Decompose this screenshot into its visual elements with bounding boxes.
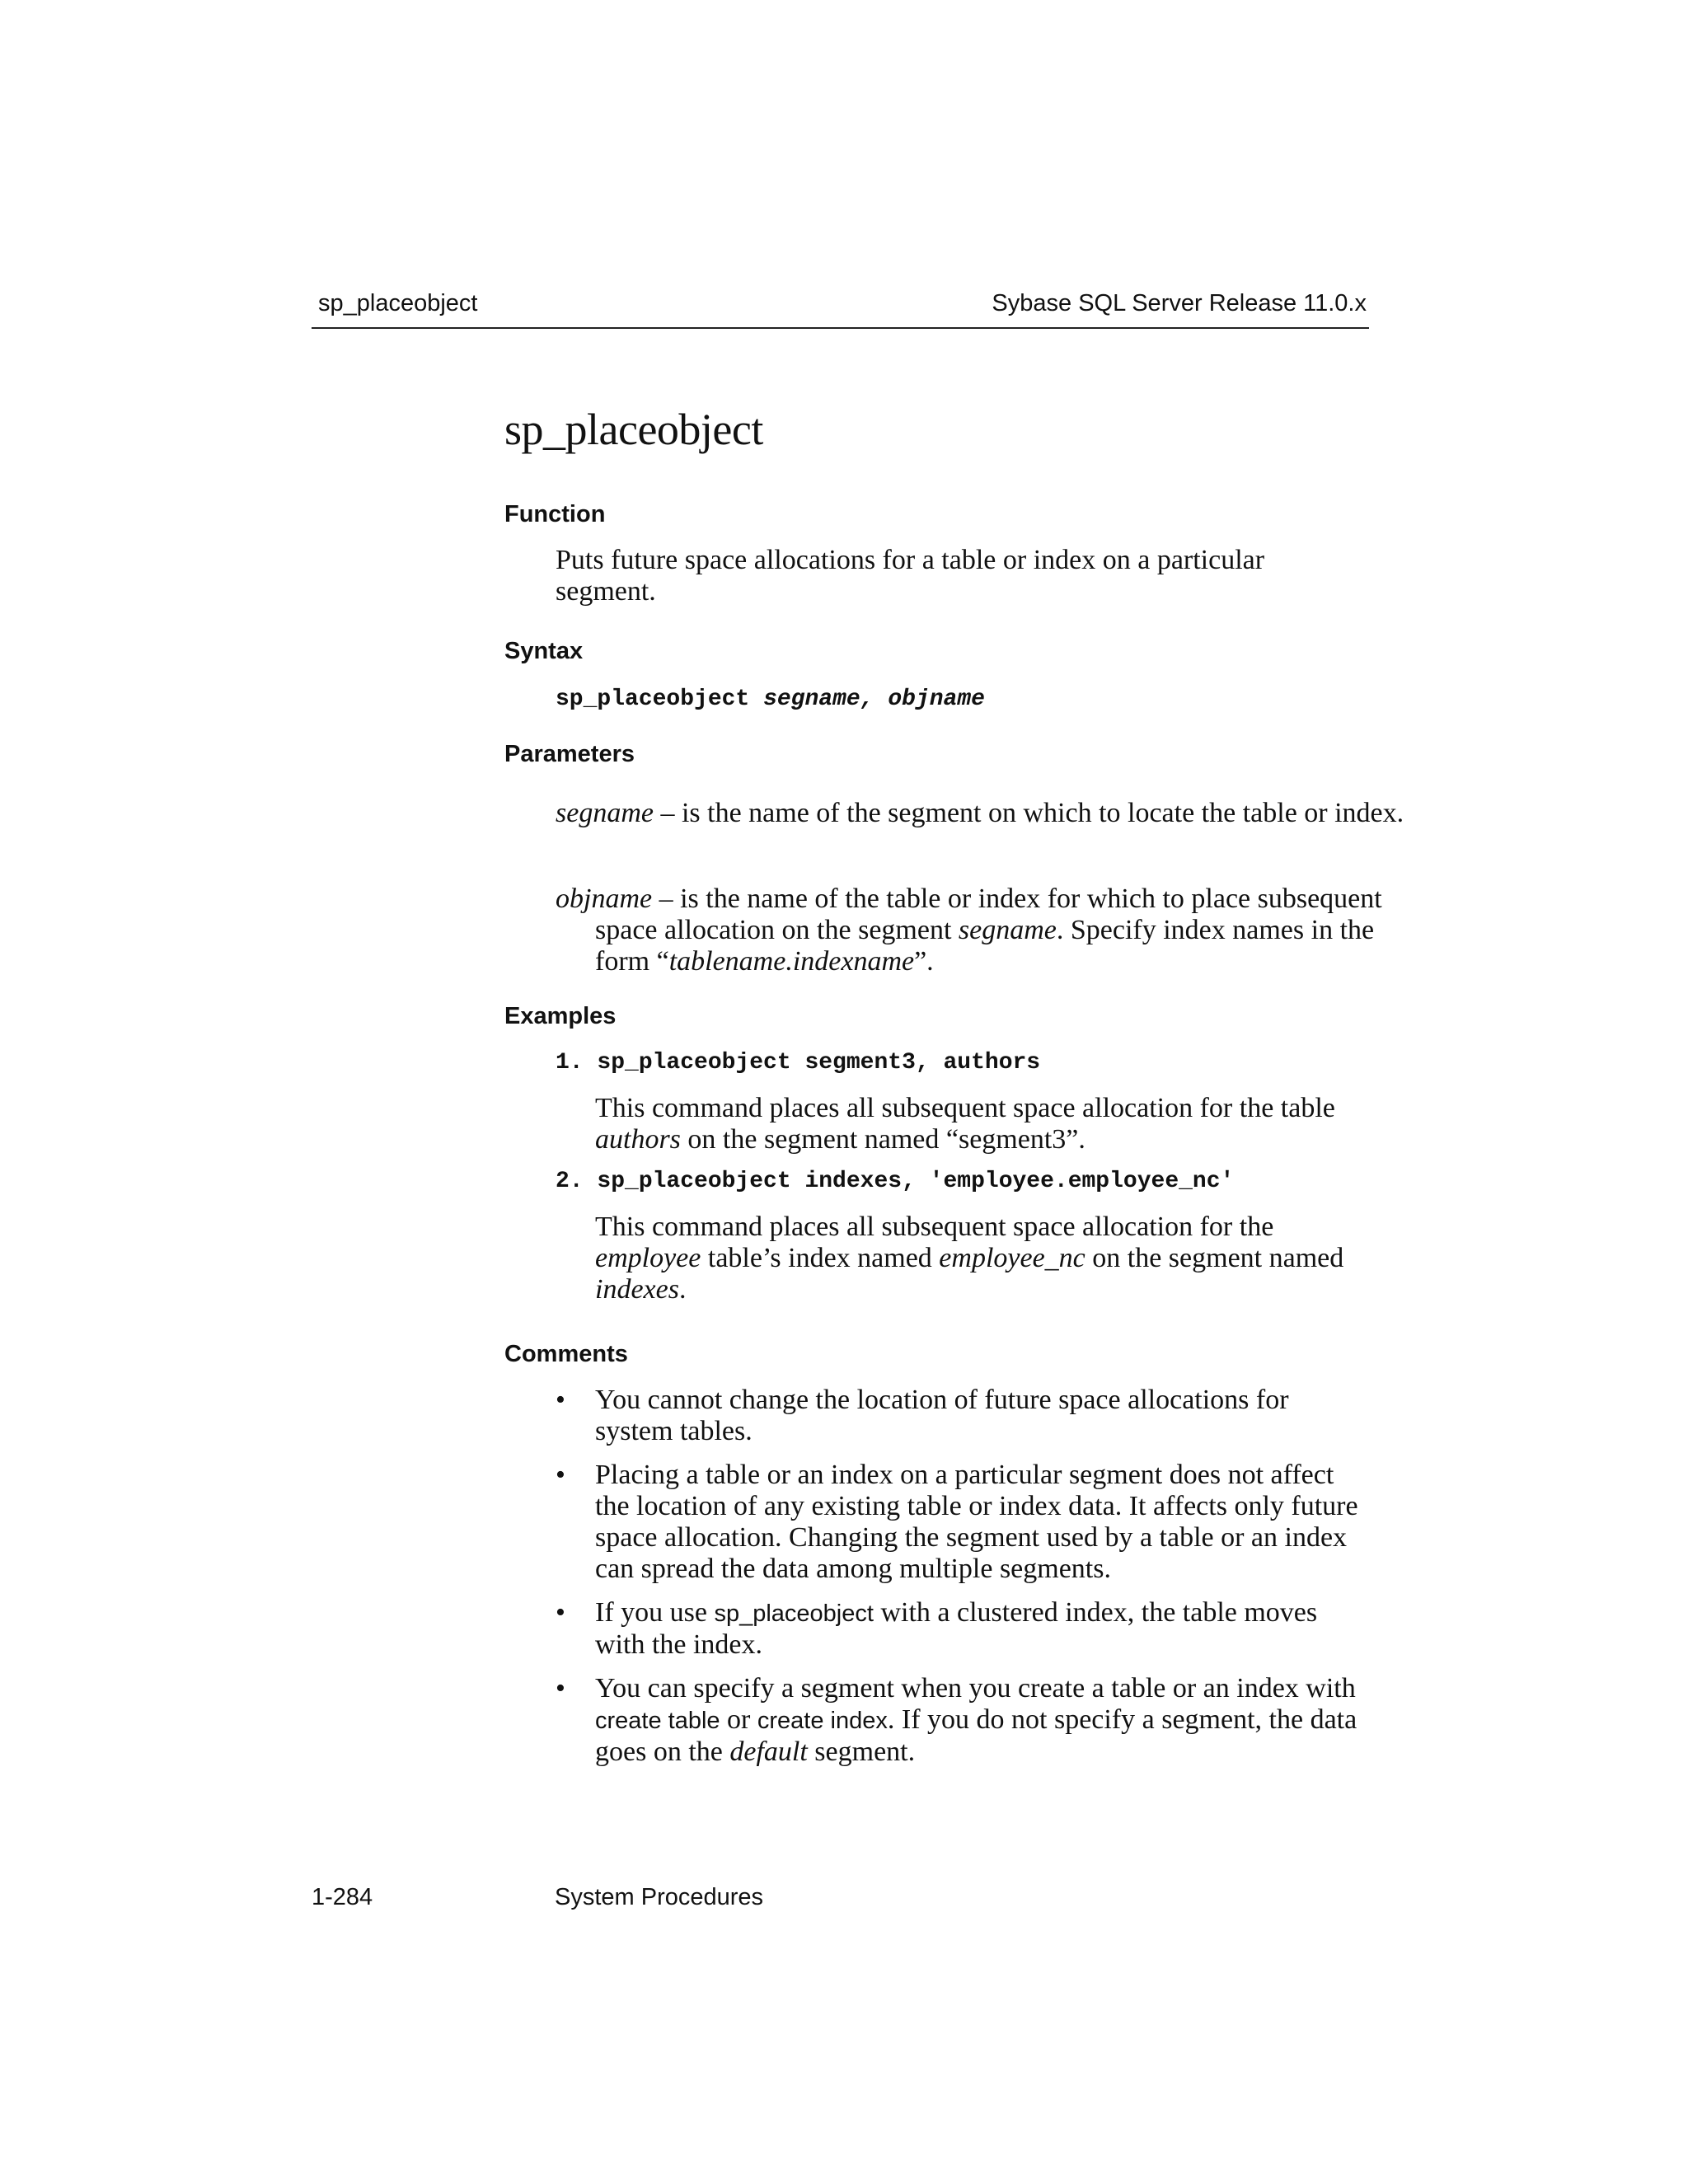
header-rule — [312, 327, 1369, 329]
param-name: objname — [556, 883, 653, 914]
example-desc-italic: employee_nc — [939, 1243, 1085, 1273]
page-title: sp_placeobject — [504, 405, 763, 454]
example-2-code: 2. sp_placeobject indexes, 'employee.employee_nc' — [556, 1169, 1235, 1194]
example-2-desc — [595, 1212, 1370, 1305]
param-ref: segname — [958, 915, 1057, 945]
bullet-marker: • — [556, 1673, 565, 1704]
bullet-marker: • — [556, 1597, 565, 1628]
syntax-command: sp_placeobject — [556, 687, 750, 712]
comment-text: . If you do not specify a segment, the data goes on the — [595, 1704, 1357, 1767]
bullet-marker: • — [556, 1385, 565, 1415]
comment-text: You can specify a segment when you create a table or an index with — [595, 1673, 1356, 1704]
example-desc-text: This command places all subsequent space allocation for the table — [595, 1093, 1335, 1123]
param-form: tablename.indexname — [668, 946, 915, 977]
footer-section: System Procedures — [555, 1884, 764, 1910]
example-desc-text: table’s index named — [707, 1243, 932, 1273]
example-1-code: 1. sp_placeobject segment3, authors — [556, 1050, 1041, 1076]
comment-2: Placing a table or an index on a particular segment does not affect the location of any existing table or index data. It affects only future space allocation. Changing the segment used by a table or an index can spread the data among multiple segments. — [595, 1460, 1358, 1584]
comment-3 — [595, 1597, 1370, 1661]
comment-text: with a clustered index, the table moves with the index. — [595, 1597, 1318, 1660]
page-number: 1-284 — [312, 1884, 373, 1910]
param-objname — [556, 883, 1411, 977]
comment-1: You cannot change the location of future space allocations for system tables. — [595, 1385, 1289, 1446]
comment-command: sp_placeobject — [714, 1601, 874, 1627]
example-desc-text: . — [678, 1274, 687, 1305]
function-heading: Function — [504, 501, 606, 527]
example-1-desc — [595, 1093, 1370, 1155]
param-desc-2: . Specify index names in the form “ — [595, 915, 1375, 977]
comment-text: or — [727, 1704, 751, 1735]
comment-text: If you use — [595, 1597, 707, 1628]
syntax-separator: , — [860, 687, 874, 712]
param-desc: is the name of the table or index for which to place subsequent space allocation on the segment — [595, 883, 1382, 945]
example-desc-italic: authors — [595, 1124, 681, 1155]
function-text: Puts future space allocations for a table or index on a particular segment. — [556, 545, 1265, 607]
example-desc-text: on the segment named — [1092, 1243, 1344, 1273]
param-desc-3: ”. — [914, 946, 934, 977]
example-desc-text: This command places all subsequent space allocation for the — [595, 1212, 1274, 1242]
comment-italic: default — [729, 1736, 808, 1767]
param-name: segname — [556, 798, 654, 828]
comment-command: create table — [595, 1708, 720, 1734]
syntax-line — [556, 687, 985, 712]
example-desc-text: on the segment named “segment3”. — [687, 1124, 1085, 1155]
syntax-arg-objname: objname — [888, 687, 985, 712]
param-segname — [556, 798, 1411, 829]
comment-command: create index — [757, 1708, 888, 1734]
param-dash: – — [653, 798, 682, 828]
param-desc: is the name of the segment on which to locate the table or index. — [681, 798, 1404, 828]
running-header-right: Sybase SQL Server Release 11.0.x — [992, 290, 1367, 316]
bullet-marker: • — [556, 1460, 565, 1490]
comment-4 — [595, 1673, 1370, 1768]
examples-heading: Examples — [504, 1003, 617, 1029]
syntax-heading: Syntax — [504, 638, 584, 664]
example-desc-italic: employee — [595, 1243, 701, 1273]
syntax-arg-segname: segname — [763, 687, 860, 712]
running-header-left: sp_placeobject — [318, 290, 478, 316]
param-dash: – — [652, 883, 681, 914]
comments-heading: Comments — [504, 1341, 628, 1367]
example-desc-italic: indexes — [595, 1274, 679, 1305]
parameters-heading: Parameters — [504, 741, 635, 767]
comment-text: segment. — [814, 1736, 916, 1767]
